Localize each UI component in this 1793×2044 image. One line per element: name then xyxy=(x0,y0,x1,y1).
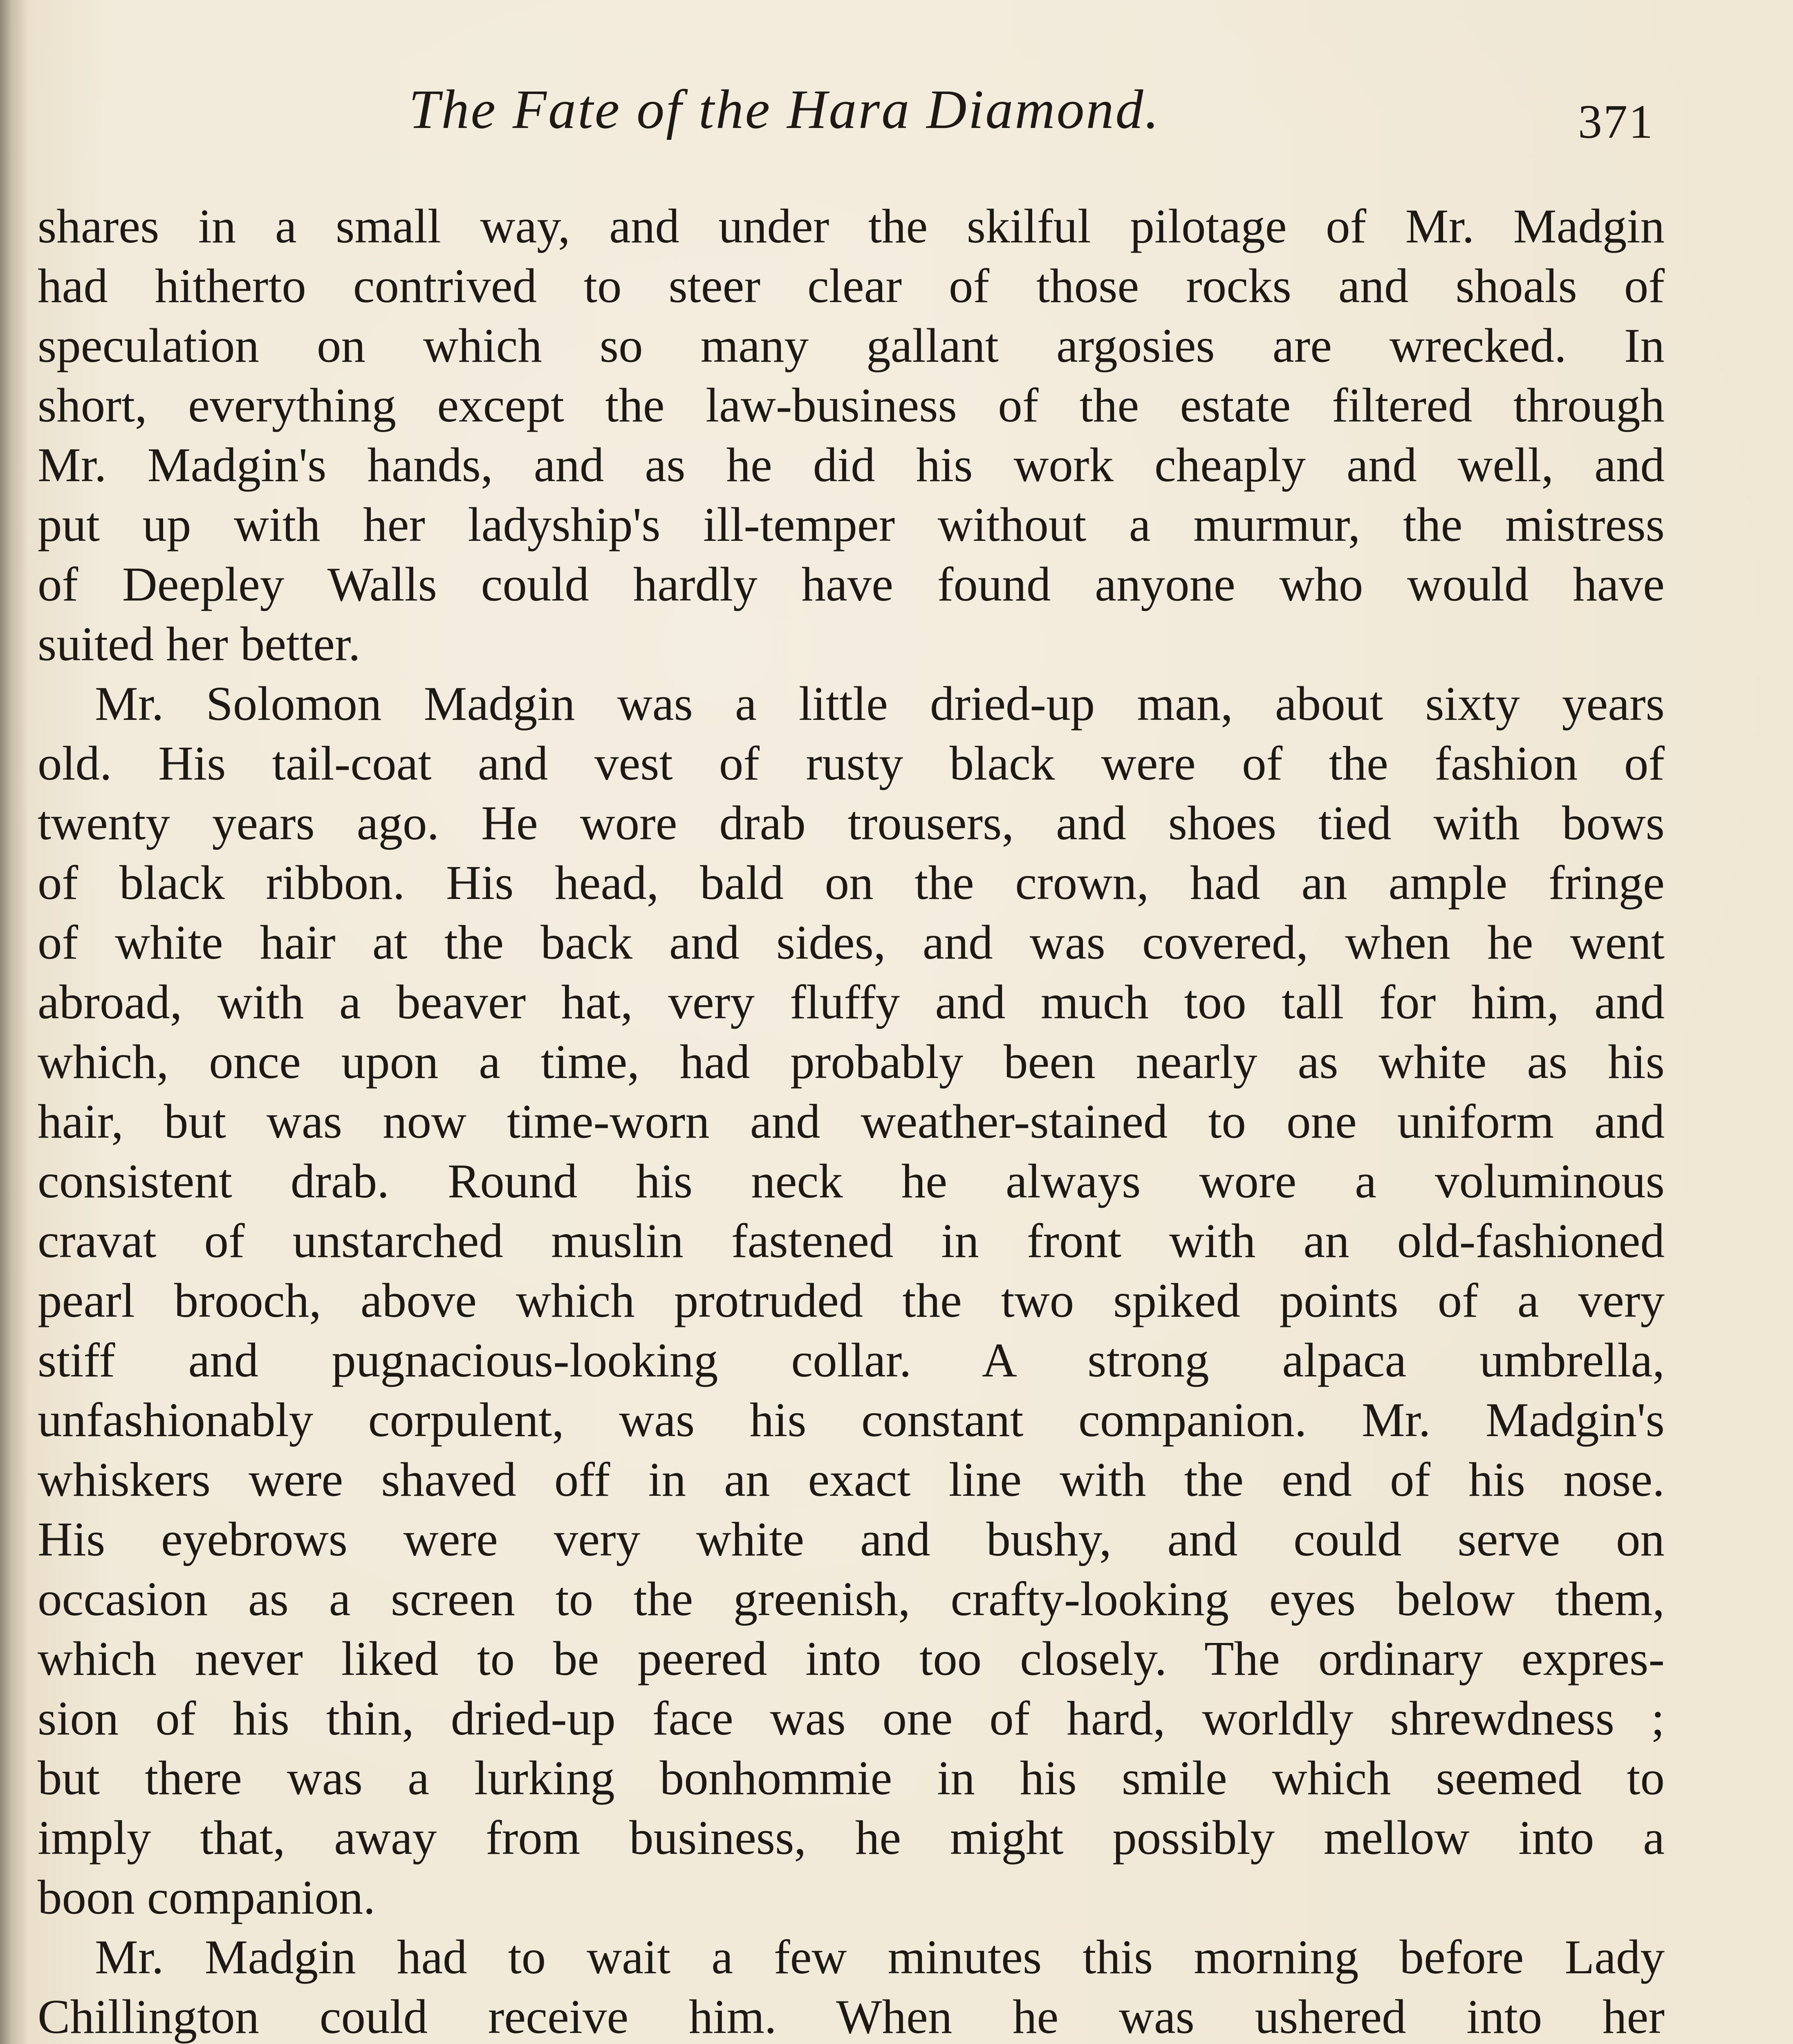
page-header xyxy=(0,78,1793,151)
text-line: boon companion. xyxy=(38,1870,376,1924)
text-line: consistent drab. Round his neck he always wore a voluminous xyxy=(38,1154,1665,1208)
text-line: suited her better. xyxy=(38,617,361,671)
text-line: but there was a lurking bonhommie in his smile which seemed to xyxy=(38,1751,1665,1805)
text-line: old. His tail-coat and vest of rusty black were of the fashion of xyxy=(38,736,1665,790)
text-line: speculation on which so many gallant argosies are wrecked. In xyxy=(38,318,1665,372)
text-line: of black ribbon. His head, bald on the crown, had an ample fringe xyxy=(38,856,1665,910)
text-line: short, everything except the law-business of the estate filtered through xyxy=(38,378,1665,432)
text-line: had hitherto contrived to steer clear of those rocks and shoals of xyxy=(38,259,1665,313)
text-line: hair, but was now time-worn and weather-stained to one uniform and xyxy=(38,1094,1665,1148)
text-line: Mr. Madgin had to wait a few minutes this morning before Lady xyxy=(95,1930,1665,1984)
text-line: which never liked to be peered into too closely. The ordinary expres- xyxy=(38,1632,1665,1685)
text-line: Mr. Madgin's hands, and as he did his work cheaply and well, and xyxy=(38,438,1665,492)
text-line: of Deepley Walls could hardly have found anyone who would have xyxy=(38,557,1665,611)
text-line: pearl brooch, above which protruded the two spiked points of a very xyxy=(38,1273,1665,1327)
text-line: which, once upon a time, had probably been nearly as white as his xyxy=(38,1035,1665,1089)
text-line: twenty years ago. He wore drab trousers, and shoes tied with bows xyxy=(38,796,1665,850)
text-line: imply that, away from business, he might possibly mellow into a xyxy=(38,1811,1665,1865)
text-line: cravat of unstarched muslin fastened in front with an old-fashioned xyxy=(38,1214,1665,1268)
body-text xyxy=(38,196,1665,2044)
text-line: Chillington could receive him. When he was ushered into her xyxy=(38,1990,1665,2044)
text-line: sion of his thin, dried-up face was one of hard, worldly shrewdness ; xyxy=(38,1691,1665,1745)
text-line: stiff and pugnacious-looking collar. A strong alpaca umbrella, xyxy=(38,1333,1665,1387)
book-binding-shadow xyxy=(0,0,29,2044)
text-line: put up with her ladyship's ill-temper without a murmur, the mistress xyxy=(38,498,1665,551)
running-title: The Fate of the Hara Diamond. xyxy=(409,79,1161,140)
text-line: of white hair at the back and sides, and was covered, when he went xyxy=(38,915,1665,969)
text-line: whiskers were shaved off in an exact line with the end of his nose. xyxy=(38,1452,1665,1506)
text-line: Mr. Solomon Madgin was a little dried-up man, about sixty years xyxy=(95,677,1665,731)
text-line: abroad, with a beaver hat, very fluffy and much too tall for him, and xyxy=(38,975,1665,1029)
text-line: shares in a small way, and under the skilful pilotage of Mr. Madgin xyxy=(38,199,1665,253)
text-line: occasion as a screen to the greenish, crafty-looking eyes below them, xyxy=(38,1572,1665,1626)
text-line: His eyebrows were very white and bushy, and could serve on xyxy=(38,1512,1665,1566)
text-line: unfashionably corpulent, was his constant companion. Mr. Madgin's xyxy=(38,1393,1665,1447)
page-number: 371 xyxy=(1578,95,1654,148)
